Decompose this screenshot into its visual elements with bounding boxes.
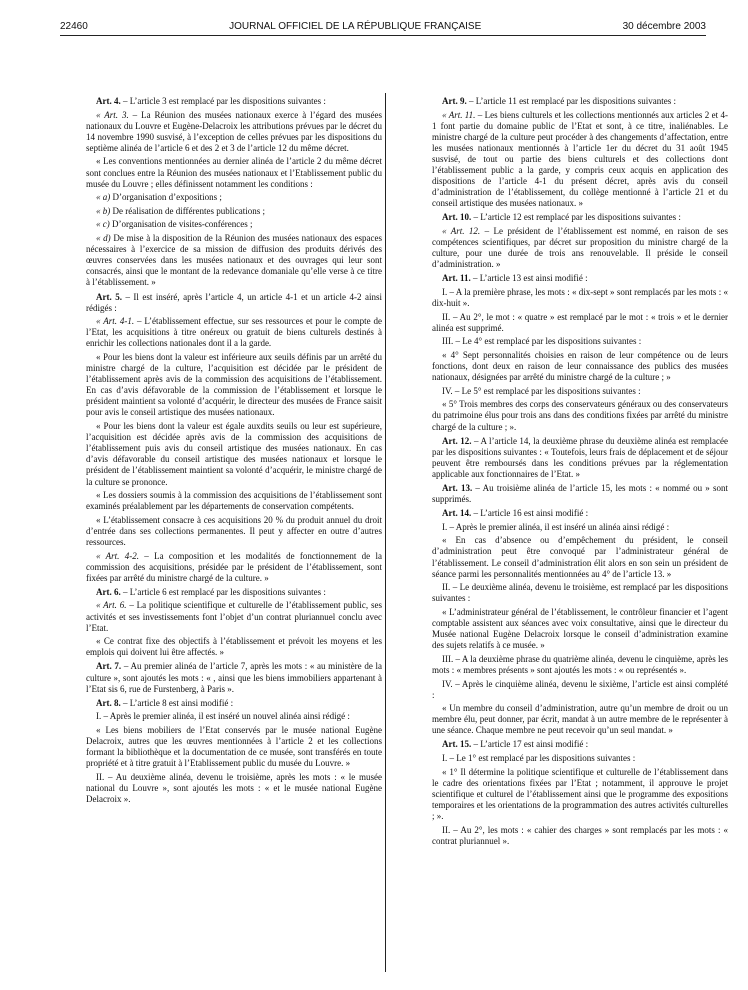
- paragraph: [432, 767, 728, 822]
- article-heading: [86, 96, 382, 107]
- paragraph-text: – L’établissement effectue, sur ses ressources et pour le compte de l’Etat, les acquisitions à titre onéreux ou gratuit de biens culturels destinés à enrichir les collections nationales dont il a la garde.: [86, 316, 382, 349]
- article-heading: [86, 661, 382, 694]
- article-heading: [432, 436, 728, 480]
- article-label: Art. 10.: [442, 212, 472, 223]
- paragraph-text: « En cas d’absence ou d’empêchement du président, le conseil d’administration peut être convoqué par l’administrateur général de l’établissement. Le conseil d’administration élit alors en son sein un président de séance parmi les personnalités mentionnées au 4° de l’article 13. »: [432, 535, 728, 579]
- italic-reference: « a): [96, 192, 111, 203]
- paragraph: [432, 753, 728, 764]
- paragraph: [432, 679, 728, 701]
- italic-reference: « c): [96, 219, 110, 230]
- paragraph-text: IV. – Le 5° est remplacé par les dispositions suivantes :: [442, 385, 641, 396]
- article-heading: [432, 739, 728, 750]
- paragraph-text: – Les biens culturels et les collections mentionnés aux articles 2 et 4-1 font partie du domaine public de l’Etat et sont, à ce titre, inaliénables. Le ministre chargé de la culture peut procéder à des changements d’affectation, entre les musées nationaux mentionnés à l’article 1er du décret du 31 août 1945 susvisé, de tout ou partie des biens culturels et des collections dont l’établissement public a la garde, y compris ceux acquis en application des dispositions de l’article 4-1 du présent décret, après avis du conseil d’administration de l’établissement, du collège mentionné à l’article 21 et du conseil artistique des musées nationaux. »: [432, 109, 728, 209]
- paragraph-text: – L’article 13 est ainsi modifié :: [470, 273, 588, 284]
- paragraph-text: – L’article 16 est ainsi modifié :: [471, 508, 589, 519]
- paragraph-text: – La politique scientifique et culturelle de l’établissement public, ses activités et ses investissements font l’objet d’un contrat pluriannuel conclu avec l’Etat.: [86, 600, 382, 633]
- paragraph-text: – Au premier alinéa de l’article 7, après les mots : « au ministère de la culture », sont ajoutés les mots : « , ainsi que les biens immobiliers appartenant à l’Etat sis 6, rue de Furstenberg, à Paris ».: [86, 661, 382, 694]
- paragraph-text: – Il est inséré, après l’article 4, un article 4-1 et un article 4-2 ainsi rédigés :: [86, 291, 382, 313]
- article-heading: [86, 587, 382, 598]
- article-heading: [432, 96, 728, 107]
- paragraph: [432, 399, 728, 432]
- paragraph-text: – L’article 3 est remplacé par les dispositions suivantes :: [120, 96, 326, 106]
- paragraph-text: – L’article 8 est ainsi modifié :: [120, 697, 234, 708]
- paragraph-text: « Les biens mobiliers de l’Etat conservés par le musée national Eugène Delacroix, autres que les œuvres mentionnées à l’article 2 et les collections formant la bibliothèque et la documentation de ce musée, sont transférés en toute propriété et à titre gratuit à l’Etablissement public du musée du Louvre. »: [86, 724, 382, 769]
- list-item: [86, 192, 382, 203]
- paragraph-text: De réalisation de différentes publications ;: [110, 205, 266, 216]
- list-item: [86, 206, 382, 217]
- paragraph-text: « Ce contrat fixe des objectifs à l’établissement et prévoit les moyens et les emplois qui doivent lui être affectés. »: [86, 636, 382, 658]
- paragraph: [86, 421, 382, 488]
- paragraph: [86, 515, 382, 548]
- column-divider: [385, 93, 386, 972]
- article-label: Art. 9.: [442, 96, 467, 106]
- article-label: Art. 7.: [96, 661, 122, 672]
- paragraph: [432, 386, 728, 397]
- article-heading: [86, 698, 382, 709]
- paragraph-text: « L’établissement consacre à ces acquisitions 20 % du produit annuel du droit d’entrée dans ses collections permanentes. Il peut y affecter en outre d’autres ressources.: [86, 514, 382, 547]
- text-columns: [86, 93, 728, 972]
- article-label: Art. 13.: [442, 483, 473, 493]
- paragraph: [432, 582, 728, 604]
- paragraph: [432, 522, 728, 533]
- article-label: Art. 8.: [96, 697, 121, 708]
- article-label: Art. 11.: [442, 273, 471, 284]
- article-label: Art. 14.: [442, 508, 472, 519]
- paragraph-text: II. – Au 2°, le mot : « quatre » est remplacé par le mot : « trois » et le dernier alinéa est supprimé.: [432, 311, 728, 333]
- paragraph: [86, 711, 382, 722]
- paragraph-text: « Les conventions mentionnées au dernier alinéa de l’article 2 du même décret sont conclues entre la Réunion des musées nationaux et l’Etablissement public du musée du Louvre ; elles définissent notamment les conditions :: [86, 156, 382, 189]
- paragraph-text: De mise à la disposition de la Réunion des musées nationaux des espaces nécessaires à l’exercice de sa mission de diffusion des produits dérivés des œuvres conservées dans les musées nationaux et des ouvrages qui leur sont consacrés, ainsi que le montant de la redevance domaniale qu’elle verse à ce titre à l’établissement. »: [86, 233, 382, 288]
- paragraph-text: « 1° Il détermine la politique scientifique et culturelle de l’établissement dans le cadre des orientations fixées par l’Etat ; notamment, il approuve le projet scientifique et culturel de l’établissement ainsi que le programme des expositions temporaires et les orientations de la programmation des autres activités culturelles ; ».: [432, 766, 728, 822]
- paragraph-text: « Pour les biens dont la valeur est inférieure aux seuils définis par un arrêté du ministre chargé de la culture, l’acquisition est décidée par le président de l’établissement après avis de la commission des acquisitions de l’établissement. En cas d’avis défavorable de la commission de l’établissement et lorsque le président maintient sa volonté d’acquérir, le directeur des musées de France saisit pour avis le conseil artistique des musées nationaux.: [86, 351, 382, 418]
- italic-reference: « Art. 4-2.: [96, 550, 139, 561]
- paragraph-text: II. – Le deuxième alinéa, devenu le troisième, est remplacé par les dispositions suivantes :: [432, 582, 728, 604]
- italic-reference: « b): [96, 205, 111, 216]
- paragraph-text: I. – Après le premier alinéa, il est inséré un alinéa ainsi rédigé :: [442, 521, 670, 532]
- italic-reference: « Art. 4-1.: [96, 316, 135, 327]
- paragraph-text: « Un membre du conseil d’administration, autre qu’un membre de droit ou un membre élu, peut donner, par écrit, mandat à un autre membre de le représenter à une séance. Chaque membre ne peut recevoir qu’un seul mandat. »: [432, 703, 728, 736]
- article-heading: [86, 292, 382, 314]
- quoted-article: [432, 110, 728, 210]
- paragraph-text: – Le président de l’établissement est nommé, en raison de ses compétences scientifiques, par décret sur proposition du ministre chargé de la culture, pour une durée de trois ans renouvelable. Il préside le conseil d’administration. »: [432, 226, 728, 270]
- paragraph: [86, 490, 382, 512]
- issue-date: 30 décembre 2003: [622, 21, 706, 32]
- italic-reference: « Art. 12.: [442, 226, 481, 237]
- article-label: Art. 12.: [442, 435, 472, 446]
- page-header: [60, 14, 706, 36]
- paragraph-text: « Les dossiers soumis à la commission des acquisitions de l’établissement sont examinés préalablement par les départements de conservation compétents.: [86, 490, 382, 512]
- paragraph-text: III. – A la deuxième phrase du quatrième alinéa, devenu le cinquième, après les mots : « membres présents » sont ajoutés les mots : « ou représentés ».: [432, 653, 728, 675]
- quoted-article: [432, 226, 728, 270]
- paragraph-text: D’organisation d’expositions ;: [110, 192, 222, 203]
- paragraph: [432, 287, 728, 309]
- page-number: 22460: [60, 21, 88, 32]
- paragraph-text: – A l’article 14, la deuxième phrase du deuxième alinéa est remplacée par les dispositions suivantes : « Toutefois, leurs frais de déplacement et de séjour peuvent être remboursés dans les conditions prévues par la réglementation applicable aux fonctionnaires de l’Etat. »: [432, 435, 728, 479]
- paragraph-text: – L’article 6 est remplacé par les dispositions suivantes :: [120, 586, 326, 597]
- paragraph: [432, 654, 728, 676]
- italic-reference: « Art. 3.: [96, 109, 129, 120]
- paragraph-text: « Pour les biens dont la valeur est égale auxdits seuils ou leur est supérieure, l’acquisition est décidée après avis de la commission des acquisitions de l’établissement puis avis du conseil artistique des musées nationaux. En cas d’avis défavorable du conseil artistique des musées nationaux et lorsque le président de l’établissement maintient sa volonté d’acquérir, le ministre chargé de la culture se prononce.: [86, 421, 382, 487]
- paragraph: [432, 825, 728, 847]
- list-item: [86, 219, 382, 230]
- paragraph-text: – La composition et les modalités de fonctionnement de la commission des acquisitions, présidée par le président de l’établissement, sont fixées par arrêté du ministre chargé de la culture. »: [86, 550, 382, 583]
- paragraph: [432, 336, 728, 347]
- article-heading: [432, 483, 728, 505]
- paragraph: [86, 352, 382, 419]
- italic-reference: « Art. 6.: [96, 600, 127, 611]
- journal-title: JOURNAL OFFICIEL DE LA RÉPUBLIQUE FRANÇAISE: [229, 21, 482, 32]
- paragraph: [86, 156, 382, 189]
- italic-reference: « d): [96, 233, 111, 244]
- quoted-article: [86, 110, 382, 154]
- article-heading: [432, 508, 728, 519]
- paragraph: [432, 350, 728, 383]
- paragraph-text: – Au troisième alinéa de l’article 15, les mots : « nommé ou » sont supprimés.: [432, 483, 728, 505]
- paragraph-text: « 5° Trois membres des corps des conservateurs généraux ou des conservateurs du patrimoine élus pour trois ans dans des conditions fixées par arrêté du ministre chargé de la culture ; ».: [432, 399, 728, 432]
- paragraph-text: – L’article 12 est remplacé par les dispositions suivantes :: [471, 212, 681, 223]
- paragraph-text: I. – Après le premier alinéa, il est inséré un nouvel alinéa ainsi rédigé :: [96, 711, 350, 722]
- paragraph-text: « 4° Sept personnalités choisies en raison de leur compétence ou de leurs fonctions, dont deux en raison de leur connaissance des publics des musées nationaux, désignées par arrêté du ministre chargé de la culture ; »: [432, 349, 728, 383]
- paragraph-text: I. – A la première phrase, les mots : « dix-sept » sont remplacés par les mots : « dix-huit ».: [432, 287, 728, 309]
- paragraph: [86, 636, 382, 658]
- quoted-article: [86, 316, 382, 349]
- paragraph-text: II. – Au deuxième alinéa, devenu le troisième, après les mots : « le musée national du Louvre », sont ajoutés les mots : « et le musée national Eugène Delacroix ».: [86, 771, 382, 804]
- article-label: Art. 4.: [96, 96, 121, 106]
- paragraph: [432, 703, 728, 736]
- paragraph-text: IV. – Après le cinquième alinéa, devenu le sixième, l’article est ainsi complété :: [432, 678, 728, 700]
- paragraph-text: I. – Le 1° est remplacé par les dispositions suivantes :: [442, 753, 636, 764]
- quoted-article: [86, 551, 382, 584]
- article-heading: [432, 212, 728, 223]
- article-label: Art. 5.: [96, 291, 122, 302]
- paragraph-text: – L’article 11 est remplacé par les dispositions suivantes :: [466, 96, 677, 106]
- paragraph: [86, 233, 382, 288]
- paragraph-text: D’organisation de visites-conférences ;: [109, 219, 253, 230]
- article-label: Art. 6.: [96, 586, 121, 597]
- paragraph-text: « L’administrateur général de l’établissement, le contrôleur financier et l’agent comptable assistent aux séances avec voix consultative, ainsi que le directeur du Musée national Eugène Delacroix lorsque le conseil d’administration examine des sujets relatifs à ce musée. »: [432, 606, 728, 651]
- left-column: [86, 93, 382, 972]
- paragraph-text: III. – Le 4° est remplacé par les dispositions suivantes :: [442, 336, 642, 347]
- quoted-article: [86, 600, 382, 633]
- paragraph-text: – La Réunion des musées nationaux exerce à l’égard des musées nationaux du Louvre et Eugène-Delacroix les attributions prévues par le décret du 14 novembre 1990 susvisé, à l’exception de celles prévues par les dispositions du septième alinéa de l’article 6 et des 2 et 3 de l’article 12 du même décret.: [86, 109, 382, 153]
- paragraph: [86, 772, 382, 805]
- italic-reference: « Art. 11.: [442, 109, 476, 120]
- paragraph: [432, 535, 728, 579]
- paragraph: [432, 607, 728, 651]
- paragraph: [432, 312, 728, 334]
- right-column: [432, 93, 728, 972]
- paragraph: [86, 725, 382, 769]
- article-heading: [432, 273, 728, 284]
- article-label: Art. 15.: [442, 739, 472, 750]
- paragraph-text: – L’article 17 est ainsi modifié :: [471, 739, 589, 750]
- paragraph-text: II. – Au 2°, les mots : « cahier des charges » sont remplacés par les mots : « contrat pluriannuel ».: [432, 824, 728, 846]
